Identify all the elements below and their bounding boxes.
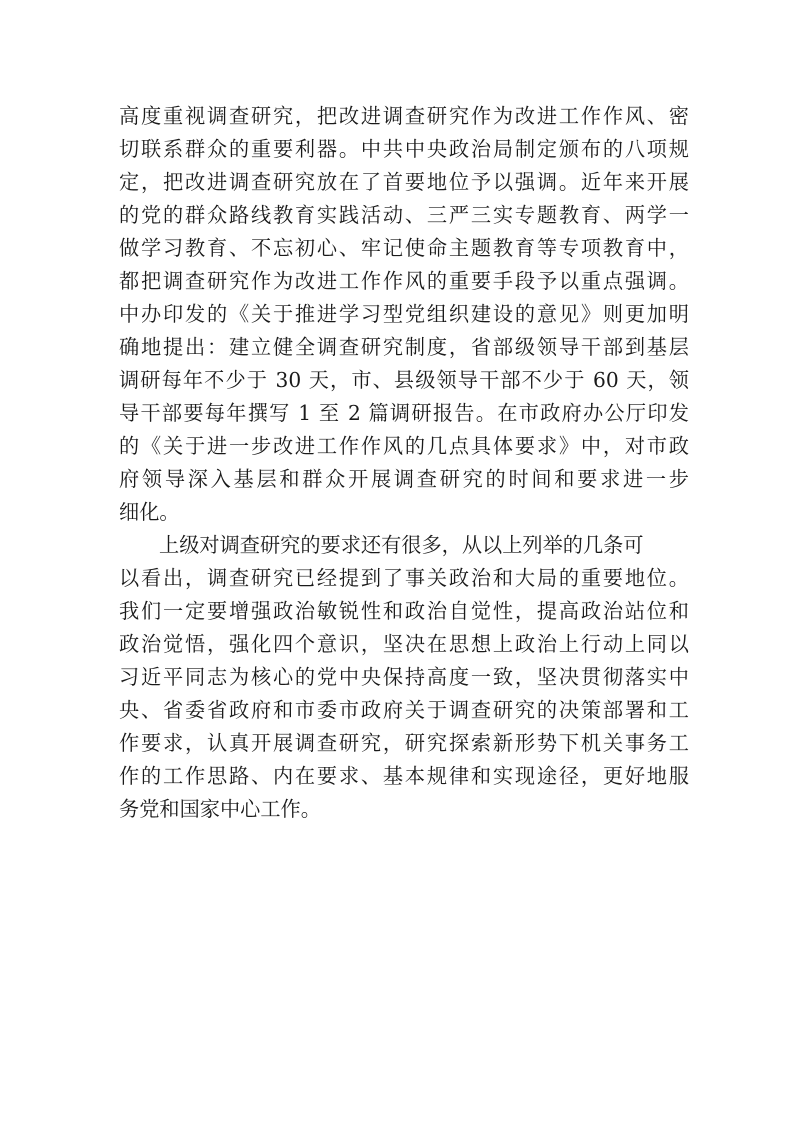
text-line: 切联系群众的重要利器。中共中央政治局制定颁布的八项规	[119, 137, 689, 161]
text-line: 细化。	[119, 500, 180, 524]
text-line: 习近平同志为核心的党中央保持高度一致，坚决贯彻落实中	[119, 665, 689, 689]
body-text	[119, 100, 689, 826]
text-line: 中办印发的《关于推进学习型党组织建设的意见》则更加明	[119, 302, 689, 326]
text-line: 确地提出：建立健全调查研究制度，省部级领导干部到基层	[119, 335, 689, 359]
text-line: 的《关于进一步改进工作作风的几点具体要求》中，对市政	[119, 434, 689, 458]
text-line: 高度重视调查研究，把改进调查研究作为改进工作作风、密	[119, 104, 689, 128]
text-line: 定，把改进调查研究放在了首要地位予以强调。近年来开展	[119, 170, 689, 194]
text-line: 作要求，认真开展调查研究，研究探索新形势下机关事务工	[119, 731, 689, 755]
paragraph-1	[119, 100, 689, 529]
text-line: 都把调查研究作为改进工作作风的重要手段予以重点强调。	[119, 269, 689, 293]
paragraph-2	[119, 529, 689, 826]
text-line: 导干部要每年撰写 1 至 2 篇调研报告。在市政府办公厅印发	[119, 401, 689, 425]
text-line: 务党和国家中心工作。	[119, 797, 321, 821]
text-line: 作的工作思路、内在要求、基本规律和实现途径，更好地服	[119, 764, 689, 788]
text-line: 以看出，调查研究已经提到了事关政治和大局的重要地位。	[119, 566, 689, 590]
text-line: 上级对调查研究的要求还有很多，从以上列举的几条可	[159, 533, 644, 557]
text-line: 府领导深入基层和群众开展调查研究的时间和要求进一步	[119, 467, 689, 491]
text-line: 调研每年不少于 30 天，市、县级领导干部不少于 60 天，领	[119, 368, 689, 392]
text-line: 做学习教育、不忘初心、牢记使命主题教育等专项教育中，	[119, 236, 689, 260]
text-line: 政治觉悟，强化四个意识，坚决在思想上政治上行动上同以	[119, 632, 689, 656]
text-line: 的党的群众路线教育实践活动、三严三实专题教育、两学一	[119, 203, 689, 227]
text-line: 我们一定要增强政治敏锐性和政治自觉性，提高政治站位和	[119, 599, 689, 623]
text-line: 央、省委省政府和市委市政府关于调查研究的决策部署和工	[119, 698, 689, 722]
